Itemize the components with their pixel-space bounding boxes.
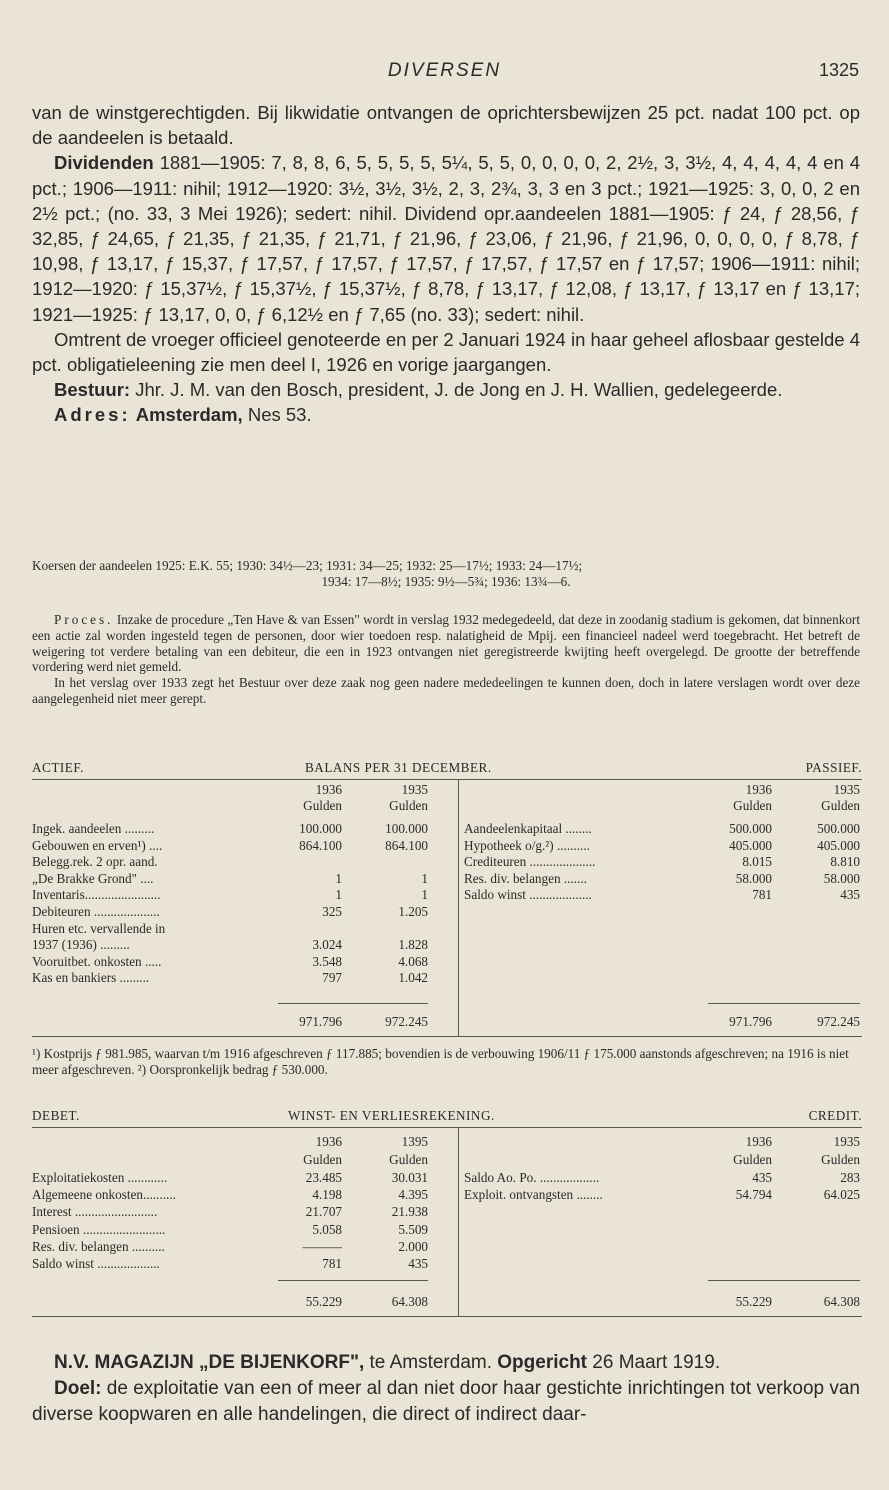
balans-right-row-value-2: 8.810 [830,854,860,870]
balans-right-total-1: 971.796 [729,1014,772,1029]
doel-text: de exploitatie van een of meer al dan niet door haar gestichte inrichtingen tot verkoop van diverse koopwaren en alle handelingen, die direct of indirect daar- [32,1378,860,1425]
wv-top-rule [32,1127,862,1128]
balans-left-row-label: Kas en bankiers ......... [32,970,150,986]
opgericht-label: Opgericht [497,1352,588,1373]
running-title: DIVERSEN [387,60,502,81]
balans-right-row-label: Res. div. belangen ....... [464,870,587,886]
bestuur-text: Jhr. J. M. van den Bosch, president, J. de Jong en J. H. Wallien, gedelegeerde. [130,379,783,401]
wv-left-row-label: Res. div. belangen .......... [32,1238,165,1254]
main-text [32,100,860,428]
wv-left-row-value-1: 5.058 [312,1221,342,1237]
balans-right-row-label: Saldo winst ................... [464,887,592,903]
balans-left-row-value-2: 1 [421,887,428,903]
bijenkorf-name: N.V. MAGAZIJN „DE BIJENKORF", [54,1352,365,1373]
page-number: 1325 [818,60,859,80]
wv-right-total-2: 64.308 [823,1294,860,1309]
balans-bottom-rule [32,1036,862,1037]
balans-left-row-value-2: 100.000 [385,821,428,836]
balans-left-year-1: 1936 [315,782,342,797]
wv-left-sum-rule [278,1280,428,1281]
adres-label: Adres: [54,404,131,426]
paragraph-dividenden [32,150,860,326]
wv-right-row-value-1: 54.794 [735,1187,772,1203]
wv-left-row-label: Algemeene onkosten.......... [32,1187,176,1203]
wv-left-row-label: Exploitatiekosten ............ [32,1170,168,1185]
balans-right-year-1: 1936 [745,782,772,797]
balans-left-row-label: „De Brakke Grond" .... [32,870,154,886]
balans-left-unit-2: Gulden [389,798,428,813]
paragraph-obligatie: Omtrent de vroeger officieel genoteerde en per 2 Januari 1924 in haar geheel aflosbaar gestelde 4 pct. obligatieleening zie men deel I, 1926 en vorige jaargangen. [32,328,860,376]
dividenden-text: 1881—1905: 7, 8, 8, 6, 5, 5, 5, 5, 5¼, 5, 5, 0, 0, 0, 0, 2, 2½, 3, 3½, 4, 4, 4, 4, 4 en 4 pct.; 1906—1911: nihil; 1912—1920: 3½, 3½, 3½, 2, 3, 2¾, 3, 3 en 3 pct.; 1921—1925: 3, 0, 0, 2 en 2½ pct.; (no. 33, 3 Mei 1926); sedert: nihil. Dividend opr.aandeelen 1881—1905: ƒ 24, ƒ 28,56, ƒ 32,85, ƒ 24,65, ƒ 21,35, ƒ 21,35, ƒ 21,71, ƒ 21,96, ƒ 23,06, ƒ 21,96, ƒ 21,96, 0, 0, 0, 0, ƒ 8,78, ƒ 10,98, ƒ 13,17, ƒ 15,37, ƒ 17,57, ƒ 17,57, ƒ 17,57, ƒ 17,57, ƒ 17,57 en ƒ 17,57; 1906—1911: nihil; 1912—1920: ƒ 15,37½, ƒ 15,37½, ƒ 15,37½, ƒ 8,78, ƒ 13,17, ƒ 12,08, ƒ 13,17, ƒ 13,17 en ƒ 13,17; 1921—1925: ƒ 13,17, 0, 0, ƒ 6,12½ en ƒ 7,65 (no. 33); sedert: nihil. [32,152,860,325]
wv-right-row-value-1: 435 [752,1170,772,1185]
balans-left-row-value-2: 864.100 [385,837,428,853]
wv-right-unit-2: Gulden [821,1152,860,1167]
balans-right-row-value-1: 405.000 [729,837,772,853]
wv-right-row-value-2: 283 [840,1170,860,1185]
balans-left-row-value-1: 325 [322,904,342,919]
balans-footnote: ¹) Kostprijs ƒ 981.985, waarvan t/m 1916 afgeschreven ƒ 117.885; bovendien is de verbouwing 1906/11 ƒ 175.000 aanstonds afgeschreven; na 1916 is niet meer afgeschreven. ²) Oorspronkelijk bedrag ƒ 530.000. [32,1046,849,1077]
page-header [30,60,859,86]
doel-paragraph [32,1376,860,1428]
wv-left-row-value-1: 21.707 [305,1204,342,1220]
wv-left-row-value-2: 5.509 [398,1221,428,1237]
balans-left-row-value-1: 100.000 [299,821,342,836]
balans-left-total-2: 972.245 [385,1014,428,1029]
wv-right-row-label: Saldo Ao. Po. .................. [464,1170,600,1185]
wv-left-row-value-2: 2.000 [398,1238,428,1254]
balans-left-row-value-1: 1 [335,870,342,886]
balans-right-total-2: 972.245 [817,1014,860,1029]
paragraph-adres [32,402,860,427]
balans-left-row-value-1: 1 [335,887,342,903]
winst-verlies-table [32,1108,862,1318]
wv-left-total-1: 55.229 [305,1294,342,1309]
wv-left-row-value-2: 30.031 [391,1170,428,1185]
balans-left-year-2: 1935 [401,782,428,797]
koersen-line-1: Koersen der aandeelen 1925: E.K. 55; 1930: 34½—23; 1931: 34—25; 1932: 25—17½; 1933: 24—17½; [32,558,583,573]
balans-right-row-value-2: 500.000 [817,821,860,836]
balans-right-unit-1: Gulden [733,798,772,813]
wv-center-title: WINST- EN VERLIESREKENING. [288,1108,495,1123]
balans-right-sum-rule [708,1003,860,1004]
wv-left-row-value-1: 4.198 [312,1187,342,1203]
balans-left-total-1: 971.796 [299,1014,342,1029]
wv-left-row-label: Saldo winst ................... [32,1256,160,1271]
wv-left-row-label: Pensioen ......................... [32,1221,166,1237]
adres-city: Amsterdam, [135,404,243,426]
proces-paragraph [32,612,860,675]
wv-left-title: DEBET. [32,1108,80,1123]
wv-left-total-2: 64.308 [391,1294,428,1309]
wv-right-row-label: Exploit. ontvangsten ........ [464,1187,603,1203]
wv-left-row-value-2: 4.395 [398,1187,428,1203]
balans-left-sum-rule [278,1003,428,1004]
balans-left-unit-1: Gulden [303,798,342,813]
balans-center-title: BALANS PER 31 DECEMBER. [305,760,492,775]
wv-right-total-1: 55.229 [735,1294,772,1309]
balans-left-row-value-1: 797 [322,970,342,986]
balans-left-row-label: Gebouwen en erven¹) .... [32,837,163,853]
wv-right-year-2: 1935 [833,1134,860,1149]
paragraph-winstgerechtigden: van de winstgerechtigden. Bij likwidatie ontvangen de oprichtersbewijzen 25 pct. nadat 100 pct. op de aandeelen is betaald. [32,102,860,149]
koersen-block [32,558,860,590]
balans-right-row-value-1: 781 [752,887,772,903]
opgericht-date: 26 Maart 1919. [587,1352,721,1373]
wv-right-title: CREDIT. [808,1108,862,1123]
wv-left-row-value-1: ——— [302,1238,342,1254]
koersen-line-2: 1934: 17—8½; 1935: 9½—5¾; 1936: 13¾—6. [321,573,571,589]
balans-left-row-label: Belegg.rek. 2 opr. aand. [32,854,158,870]
balans-right-row-value-2: 435 [840,887,860,903]
balans-right-title: PASSIEF. [805,760,862,775]
balans-left-row-value-2: 4.068 [398,953,428,969]
balans-left-row-value-1: 864.100 [299,837,342,853]
bijenkorf-entry [32,1350,860,1428]
balans-left-row-label: Huren etc. vervallende in [32,920,166,936]
wv-left-unit-1: Gulden [303,1152,342,1167]
paragraph-bestuur [32,377,860,402]
doel-label: Doel: [54,1378,102,1399]
wv-bottom-rule [32,1316,862,1317]
proces-label: Proces. [54,612,114,627]
balans-right-unit-2: Gulden [821,798,860,813]
balans-left-row-label: Vooruitbet. onkosten ..... [32,953,162,969]
wv-right-unit-1: Gulden [733,1152,772,1167]
balans-right-row-label: Crediteuren .................... [464,854,596,870]
balans-right-year-2: 1935 [833,782,860,797]
balans-left-row-label: Inventaris....................... [32,887,161,903]
wv-left-unit-2: Gulden [389,1152,428,1167]
bijenkorf-place: te Amsterdam. [364,1352,498,1373]
balans-left-row-value-2: 1.205 [398,904,428,919]
wv-right-year-1: 1936 [745,1134,772,1149]
balans-right-row-value-2: 405.000 [817,837,860,853]
wv-left-row-value-2: 435 [408,1256,428,1271]
wv-left-row-label: Interest ......................... [32,1204,158,1220]
balans-table [32,760,862,1040]
balans-left-row-label: Debiteuren .................... [32,904,160,919]
balans-left-row-value-2: 1.828 [398,937,428,953]
balans-right-row-value-2: 58.000 [823,870,860,886]
balans-left-title: ACTIEF. [32,760,84,775]
balans-right-row-value-1: 58.000 [735,870,772,886]
balans-right-row-label: Aandeelenkapitaal ........ [464,821,592,836]
wv-left-row-value-1: 23.485 [305,1170,342,1185]
wv-right-row-value-2: 64.025 [823,1187,860,1203]
wv-left-year-2: 1395 [401,1134,428,1149]
balans-center-rule [458,779,459,1037]
balans-left-row-value-1: 3.024 [312,937,342,953]
dividenden-label: Dividenden [54,152,154,174]
balans-right-row-value-1: 8.015 [742,854,772,870]
proces-paragraph-2: In het verslag over 1933 zegt het Bestuur over deze zaak nog geen nadere mededeelingen te kunnen doen, doch in latere verslagen wordt over deze aangelegenheid niet meer gerept. [32,675,860,706]
wv-right-sum-rule [708,1280,860,1281]
balans-left-row-value-2: 1.042 [398,970,428,986]
balans-left-row-label: 1937 (1936) ......... [32,937,130,953]
balans-left-row-value-1: 3.548 [312,953,342,969]
adres-street: Nes 53. [242,404,312,426]
balans-top-rule [32,779,862,780]
proces-text: Inzake de procedure „Ten Have & van Essen" wordt in verslag 1932 medegedeeld, dat deze in zoodanig stadium is gekomen, dat binnenkort een actie zal worden ingesteld tegen de personen, door wier toedoen resp. nalatigheid de Mpij. een financieel nadeel werd toegebracht. Het betreft de weigering tot verdere betaling van een debiteur, die een in 1923 ontvangen niet geregistreerde kwijting heeft overgelegd. De grootte der betreffende vordering werd niet gemeld. [32,612,860,675]
wv-left-year-1: 1936 [315,1134,342,1149]
balans-right-row-label: Hypotheek o/g.²) .......... [464,837,590,853]
wv-left-row-value-2: 21.938 [391,1204,428,1220]
balans-right-row-value-1: 500.000 [729,821,772,836]
balans-left-row-label: Ingek. aandeelen ......... [32,821,155,836]
bijenkorf-heading [32,1350,860,1376]
balans-left-row-value-2: 1 [421,870,428,886]
bestuur-label: Bestuur: [54,379,131,401]
proces-block [32,612,860,707]
wv-left-row-value-1: 781 [322,1256,342,1271]
wv-center-rule [458,1127,459,1317]
